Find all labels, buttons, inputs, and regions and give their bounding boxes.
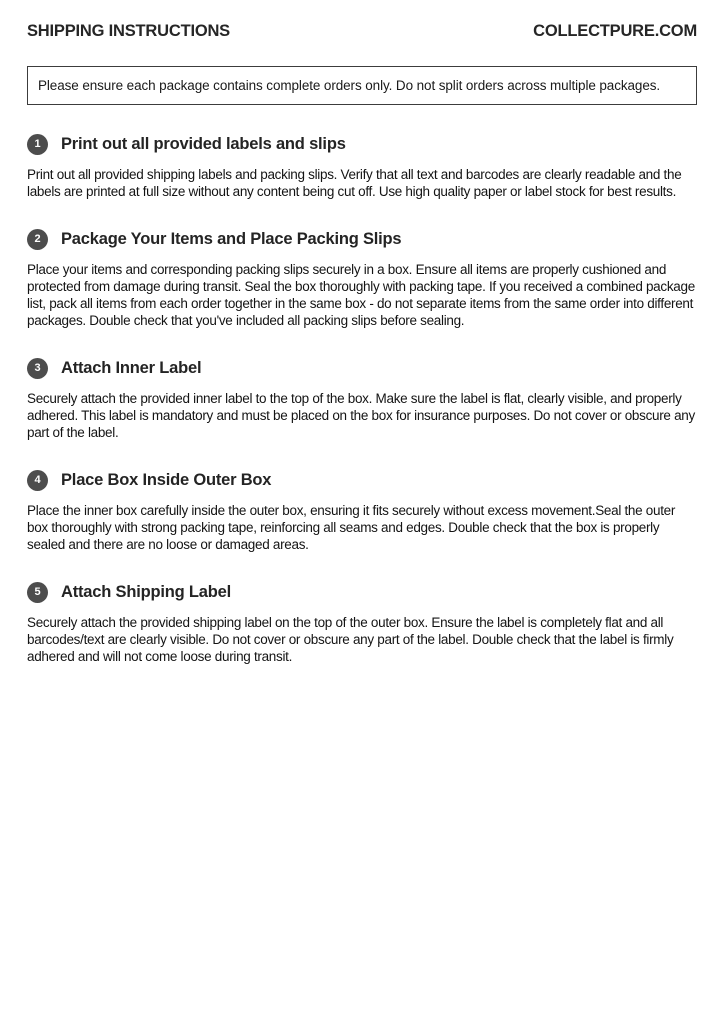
step-5-heading [27,582,697,603]
site-name: COLLECTPURE.COM [533,22,697,40]
page-header [27,22,697,41]
step-2-title: Package Your Items and Place Packing Slips [61,230,402,248]
step-2-heading [27,229,697,250]
step-4-number-badge: 4 [27,470,48,491]
page-title: SHIPPING INSTRUCTIONS [27,22,230,40]
step-3-title: Attach Inner Label [61,359,202,377]
step-3-heading [27,358,697,379]
step-4-body: Place the inner box carefully inside the outer box, ensuring it fits securely without excess movement.Seal the outer box thoroughly with strong packing tape, reinforcing all seams and edges. Double check that the box is properly sealed and there are no loose or damaged areas. [27,503,676,552]
step-3-number-badge: 3 [27,358,48,379]
step-1-number-badge: 1 [27,134,48,155]
step-4-title: Place Box Inside Outer Box [61,471,272,489]
step-1-heading [27,134,697,155]
step-5-body: Securely attach the provided shipping label on the top of the outer box. Ensure the label is completely flat and all barcodes/text are clearly visible. Do not cover or obscure any part of the label. Double check that the label is firmly adhered and will not come loose during transit. [27,615,674,664]
step-1 [27,134,697,200]
step-4-heading [27,470,697,491]
step-2 [27,229,697,329]
step-2-number-badge: 2 [27,229,48,250]
step-5 [27,582,697,665]
notice-text: Please ensure each package contains complete orders only. Do not split orders across multiple packages. [38,78,661,93]
step-5-title: Attach Shipping Label [61,583,231,601]
step-1-body: Print out all provided shipping labels and packing slips. Verify that all text and barcodes are clearly readable and the labels are printed at full size without any content being cut off. Use high quality paper or label stock for best results. [27,167,682,199]
notice-box [27,66,697,105]
step-5-number-badge: 5 [27,582,48,603]
step-3-body: Securely attach the provided inner label to the top of the box. Make sure the label is flat, clearly visible, and properly adhered. This label is mandatory and must be placed on the box for insurance purposes. Do not cover or obscure any part of the label. [27,391,695,440]
step-3 [27,358,697,441]
step-4 [27,470,697,553]
step-1-title: Print out all provided labels and slips [61,135,346,153]
step-2-body: Place your items and corresponding packing slips securely in a box. Ensure all items are properly cushioned and protected from damage during transit. Seal the box thoroughly with packing tape. If you received a combined package list, pack all items from each order together in the same box - do not separate items from the same order into different packages. Double check that you've included all packing slips before sealing. [27,262,695,328]
